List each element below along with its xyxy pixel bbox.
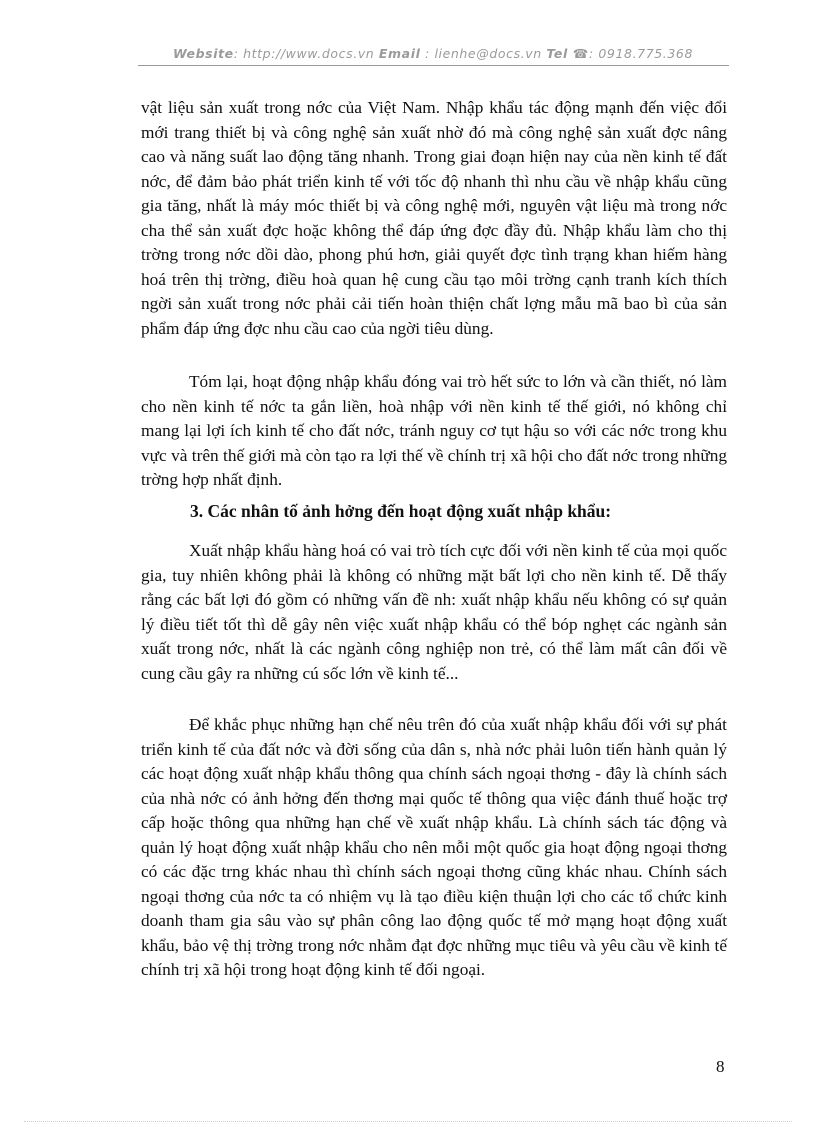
- page-number: 8: [716, 1057, 725, 1076]
- email-value: : lienhe@docs.vn: [420, 46, 547, 61]
- tel-value: : 0918.775.368: [588, 46, 694, 61]
- section-heading: 3. Các nhân tố ảnh hởng đến hoạt động xuất nhập khẩu:: [190, 501, 612, 521]
- body-block-2: [141, 370, 727, 493]
- paragraph-4: Để khắc phục những hạn chế nêu trên đó của xuất nhập khẩu đối với sự phát triển kinh tế của đất nớc và đời sống của dân s, nhà nớc phải luôn tiến hành quản lý các hoạt động xuất nhập khẩu thông qua chính sách ngoại thơng - đây là chính sách của nhà nớc có ảnh hởng đến thơng mại quốc tế thông qua việc đánh thuế hoặc trợ cấp hoặc thông qua những hạn chế về xuất nhập khẩu. Là chính sách tác động và quản lý hoạt động xuất nhập khẩu cho nên mỗi một quốc gia hoạt động ngoại thơng có các đặc trng khác nhau thì chính sách ngoại thơng cũng khác nhau. Chính sách ngoại thơng của nớc ta có nhiệm vụ là tạo điều kiện thuận lợi cho các tổ chức kinh doanh tham gia sâu vào sự phân công lao động quốc tế mở mạng hoạt động xuất khẩu, bảo vệ thị trờng trong nớc nhằm đạt đợc những mục tiêu và yêu cầu về kinh tế chính trị xã hội trong hoạt động kinh tế đối ngoại.: [141, 715, 727, 979]
- website-value: : http://www.docs.vn: [233, 46, 379, 61]
- website-label: Website: [172, 46, 234, 61]
- body-block-4: [141, 713, 727, 983]
- paragraph-2: Tóm lại, hoạt động nhập khẩu đóng vai trò hết sức to lớn và cần thiết, nó làm cho nền kinh tế nớc ta gắn liền, hoà nhập với nền kinh tế thế giới, nó không chỉ mang lại lợi ích kinh tế cho đất nớc, tránh nguy cơ tụt hậu so với các nớc trong khu vực và trên thế giới mà còn tạo ra lợi thế về chính trị xã hội cho đất nớc trong những trờng hợp nhất định.: [141, 372, 727, 489]
- email-label: Email: [378, 46, 421, 61]
- paragraph-3: Xuất nhập khẩu hàng hoá có vai trò tích cực đối với nền kinh tế của mọi quốc gia, tuy nhiên không phải là không có những mặt bất lợi cho nền kinh tế. Dễ thấy rằng các bất lợi đó gồm có những vấn đề nh: xuất nhập khẩu nếu không có sự quản lý điều tiết tốt thì dễ gây nên việc xuất nhập khẩu có thể bóp nghẹt các ngành sản xuất trong nớc, nhất là các ngành công nghiệp non trẻ, có thể làm mất cân đối về cung cầu gây ra những cú sốc lớn về kinh tế...: [141, 541, 727, 683]
- body-block-3: [141, 539, 727, 686]
- header-rule: [138, 65, 729, 66]
- body-block-1: [141, 96, 727, 341]
- paragraph-1: vật liệu sản xuất trong nớc của Việt Nam. Nhập khẩu tác động mạnh đến việc đổi mới trang thiết bị và công nghệ sản xuất nhờ đó mà công nghệ sản xuất đợc nâng cao và năng suất lao động tăng nhanh. Trong giai đoạn hiện nay của nền kinh tế đất nớc, để đảm bảo phát triển kinh tế với tốc độ nhanh thì nhu cầu về nhập khẩu cũng gia tăng, nhất là máy móc thiết bị và công nghệ mới, nguyên vật liệu mà trong nớc cha thể sản xuất đợc hoặc không thể đáp ứng đợc đầy đủ. Nhập khẩu làm cho thị trờng trong nớc dồi dào, phong phú hơn, giải quyết đợc tình trạng khan hiếm hàng hoá trên thị trờng, điều hoà quan hệ cung cầu tạo môi trờng cạnh tranh kích thích ngời sản xuất trong nớc phải cải tiến hoàn thiện chất lợng mẫu mã bao bì của sản phẩm đáp ứng đợc nhu cầu cao của ngời tiêu dùng.: [141, 98, 727, 338]
- footer-rule: [24, 1121, 792, 1122]
- tel-label: Tel ☎: [546, 46, 589, 61]
- page-header: [138, 46, 728, 61]
